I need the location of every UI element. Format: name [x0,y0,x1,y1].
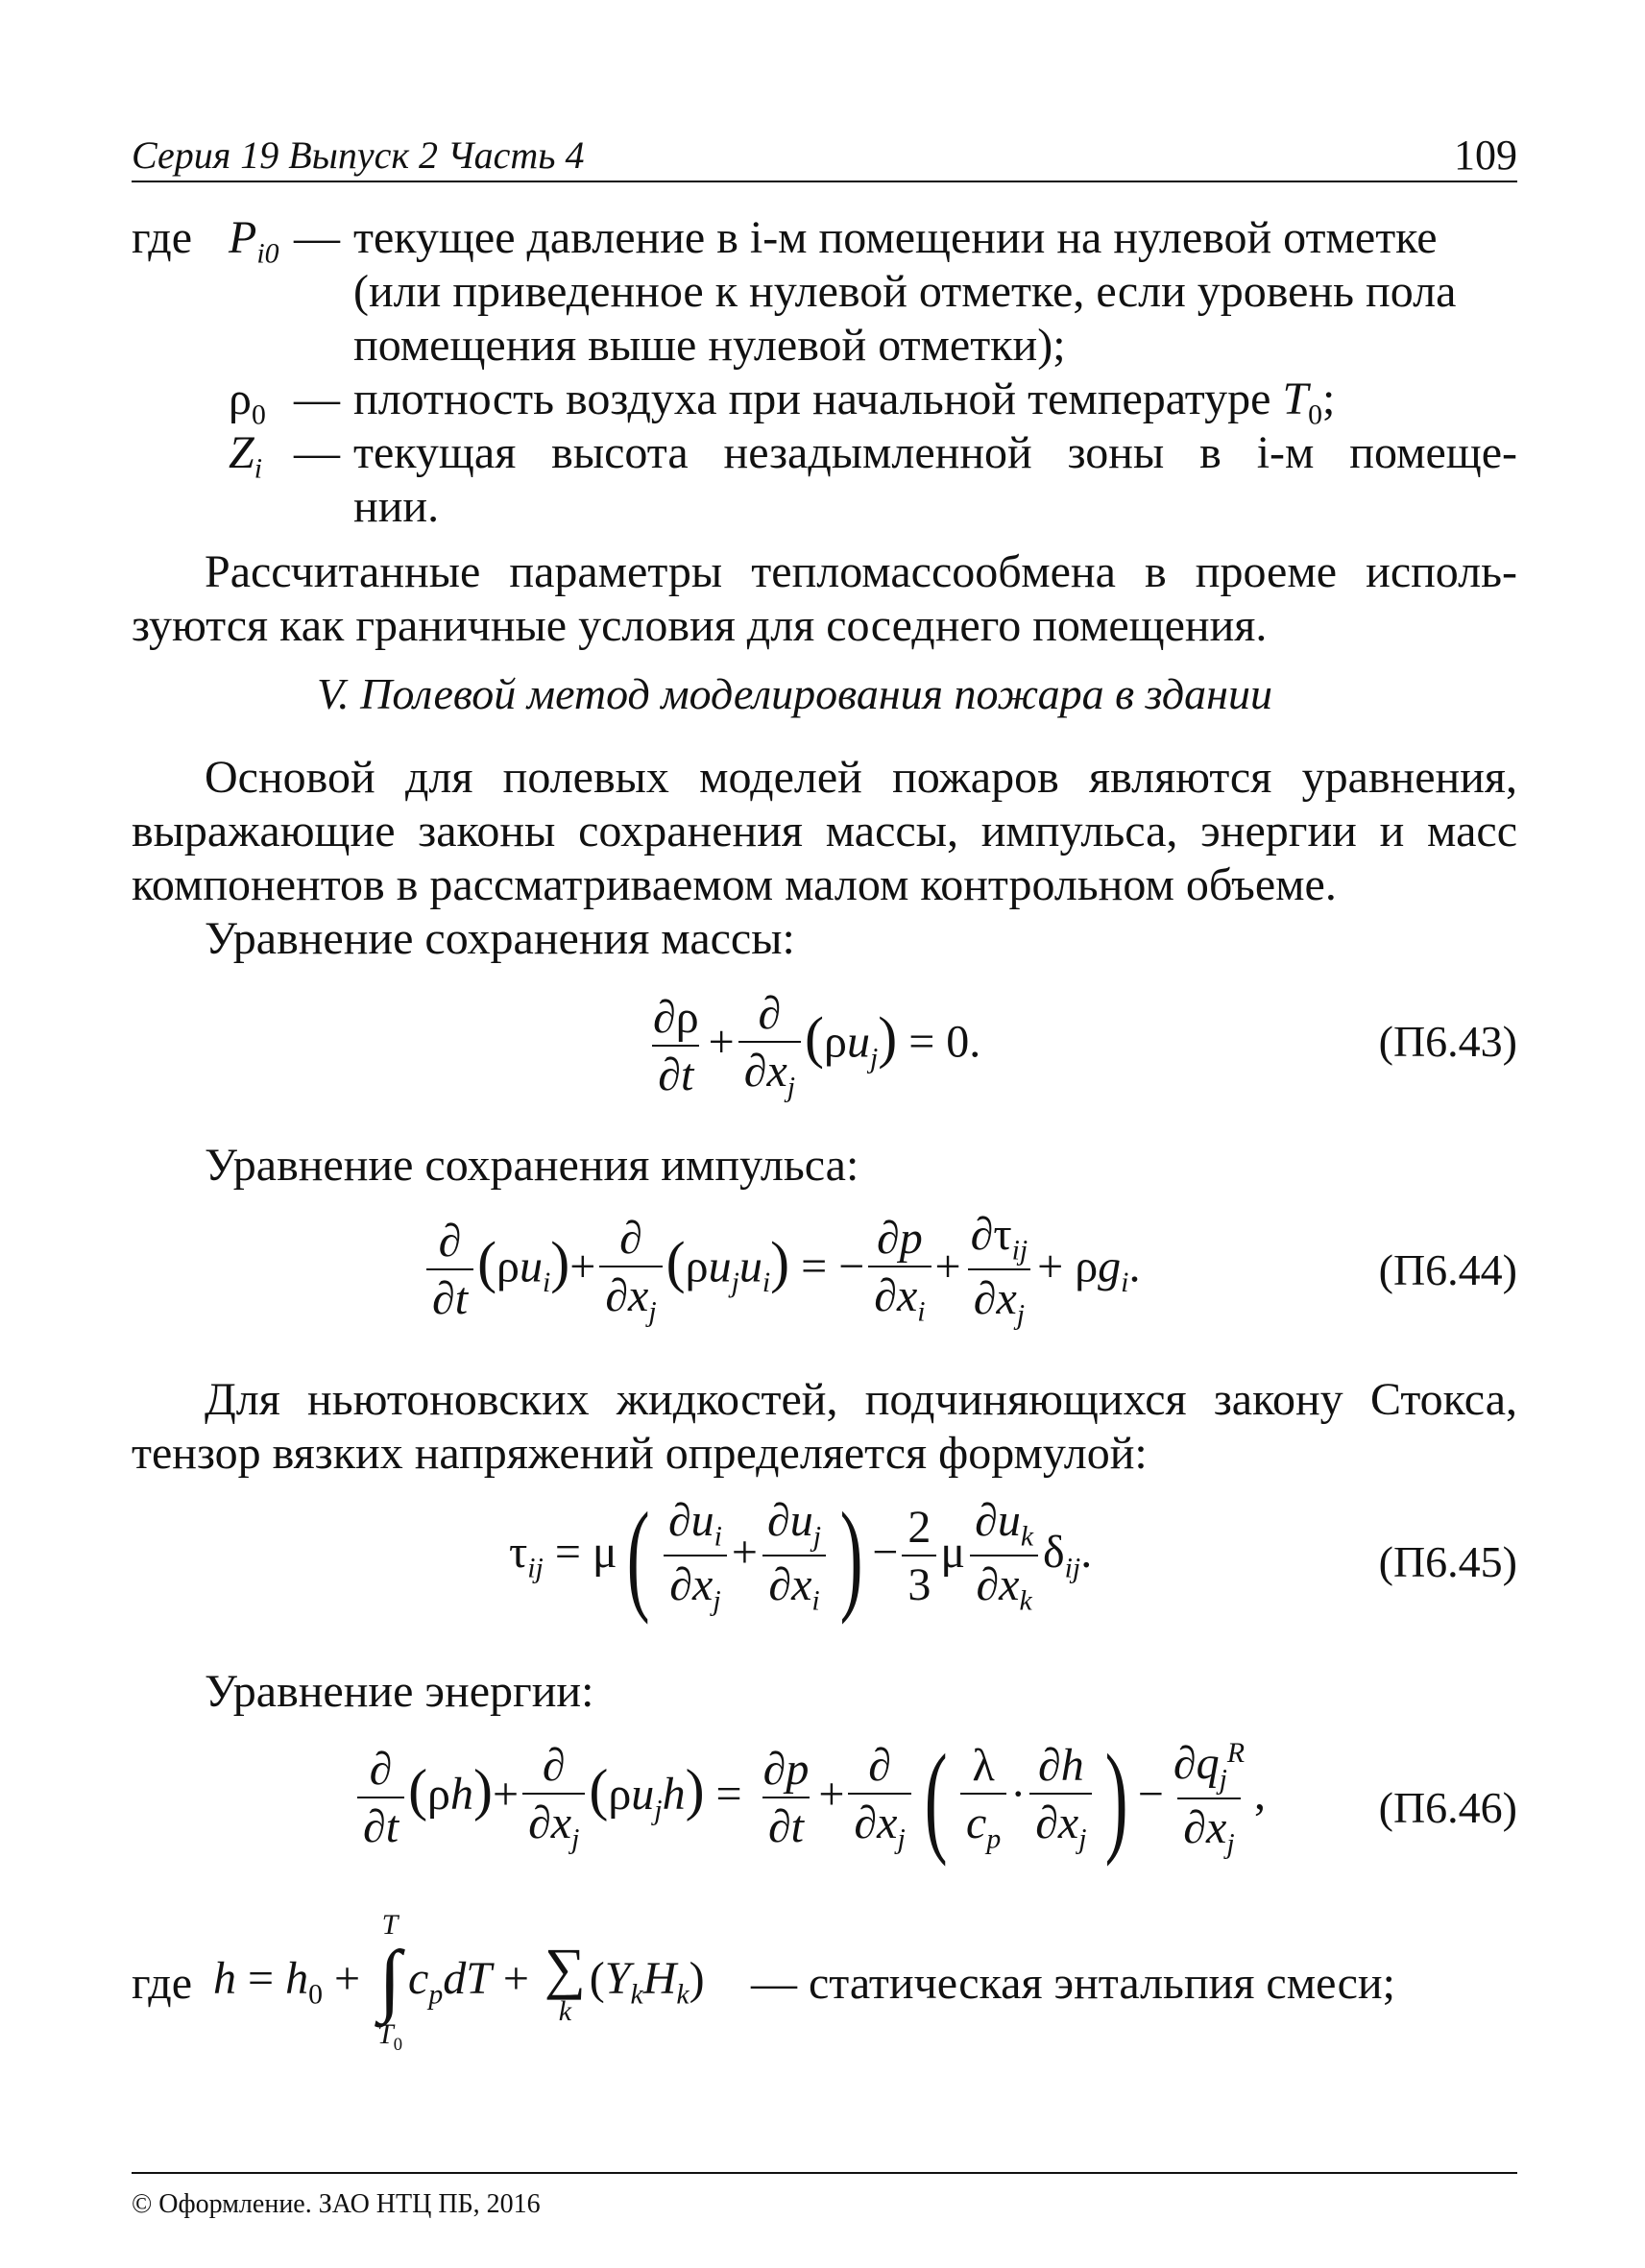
zi-line2: нии. [353,481,440,532]
equation-number-46: (П6.46) [1378,1783,1517,1832]
dash-1: — [294,212,340,263]
newton-line2: тензор вязких напряжений определяется формулой: [132,1428,1148,1479]
mass-eq-label: Уравнение сохранения массы: [205,913,795,964]
where-label: где [132,212,193,263]
momentum-eq-label: Уравнение сохранения импульса: [205,1140,859,1191]
basis-line1: Основой для полевых моделей пожаров являются уравнения, [205,752,1517,803]
footer-rule [132,2172,1517,2174]
equation-number-43: (П6.43) [1378,1017,1517,1066]
basis-line3: компонентов в рассматриваемом малом контрольном объеме. [132,859,1337,910]
equation-mass-conservation: $\frac{\partial\rho}{\partial t}$ + ∂ $\partial x_j$ $(\rho u_j) = 0$. [653,988,981,1103]
symbol-rho0: $\rho_0$ [229,374,266,431]
zi-line1: текущая высота незадымленной зоны в i-м помеще- [353,427,1517,478]
p-i0-line1: текущее давление в i-м помещении на нулевой отметке [353,212,1438,263]
copyright-footer: © Оформление. ЗАО НТЦ ПБ, 2016 [132,2189,541,2219]
energy-eq-label: Уравнение энергии: [205,1666,594,1717]
dash-3: — [294,427,340,478]
running-header: Серия 19 Выпуск 2 Часть 4 [132,133,585,177]
rho0-definition: плотность воздуха при начальной температуре $T_0$; [353,374,1336,431]
equation-energy: ∂ ∂t (ρh)+ ∂ $\partial x_j$ $(\rho u_jh)$ = $\frac{\partial p}{\partial t}$ + ∂ $\partial x_j$ ( $\frac{\lambda}{c_p}$ · $\frac{\partial h}{\partial x_j}$ ) − $\partial q_j^R$ $\partial x_j$ , [353,1736,1266,1861]
equation-viscous-stress: $\tau_{ij} = \mu$( $\frac{\partial u_i}{\partial x_j}$ + $\frac{\partial u_j}{\partial x_i}$ ) − $\frac{2}{3}$ μ $\frac{\partial u_k}{\partial x_k}$ $\delta_{ij}$. [509,1487,1093,1626]
header-rule [132,181,1517,182]
symbol-p-i0: $P_{i0}$ [229,212,279,270]
equation-momentum-conservation: ∂ ∂t $(\rho u_i)+$ ∂ $\partial x_j$ $(\rho u_ju_i)$ = − $\frac{\partial p}{\partial x_i}$ + $\partial\tau_{ij}$ $\partial x_j$ + $\rho g_i$. [423,1212,1140,1330]
enthalpy-description: — статическая энтальпия смеси; [751,1958,1395,2009]
equation-number-45: (П6.45) [1378,1537,1517,1586]
boundary-text-1: Рассчитанные параметры тепломассообмена в проеме исполь- [205,546,1517,597]
p-i0-line2: (или приведенное к нулевой отметке, если уровень пола [353,266,1457,317]
section-title: V. Полевой метод моделирования пожара в здании [317,669,1272,718]
equation-number-44: (П6.44) [1378,1245,1517,1294]
dash-2: — [294,374,340,424]
newton-line1: Для ньютоновских жидкостей, подчиняющихся закону Стокса, [205,1374,1517,1425]
page-number: 109 [1454,132,1517,179]
basis-line2: выражающие законы сохранения массы, импульса, энергии и масс [132,806,1517,857]
enthalpy-formula: $h = h_0$ + T ∫ $T_0$ $c_pdT$ + ∑ k $(Y_kH_k)$ [213,1909,705,2055]
rho0-text: плотность воздуха при начальной температуре [353,374,1271,424]
p-i0-line3: помещения выше нулевой отметки); [353,320,1066,371]
boundary-paragraph-line2: зуются как граничные условия для соседнего помещения. [132,600,1268,651]
symbol-zi: $Z_i$ [229,427,262,485]
where-label-2: где [132,1958,193,2009]
